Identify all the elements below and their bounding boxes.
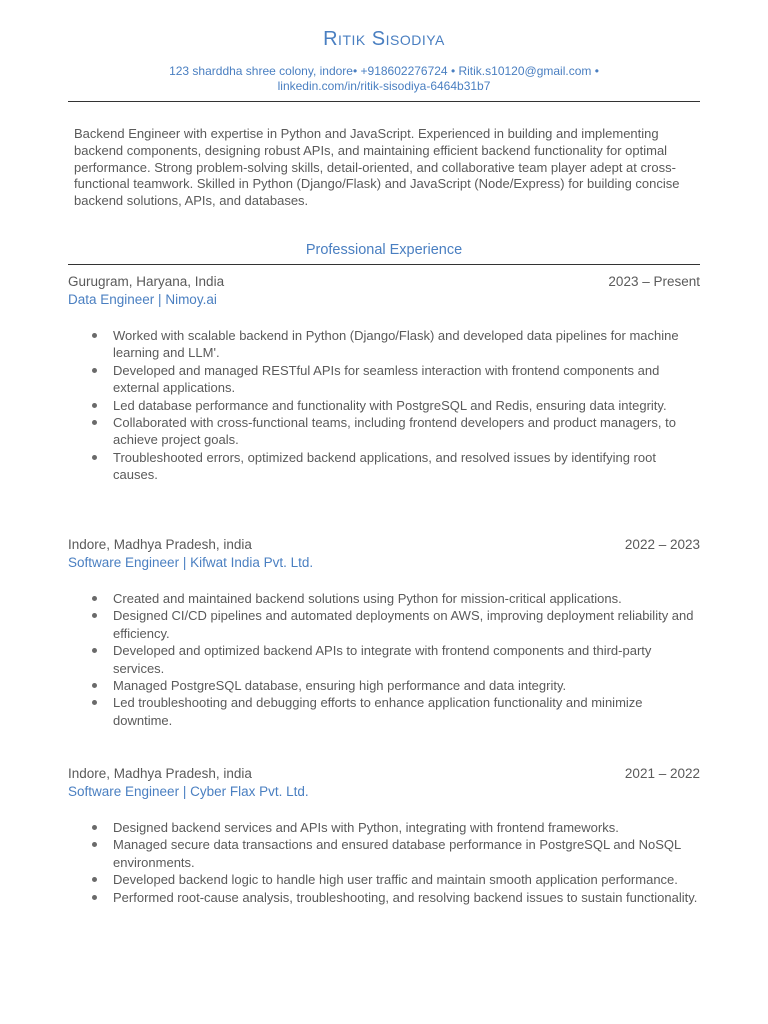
job-bullets <box>68 590 700 729</box>
job-location: Indore, Madhya Pradesh, india <box>68 537 252 552</box>
job-entry <box>68 273 700 484</box>
job-dates: 2021 – 2022 <box>624 766 700 781</box>
bullet-item: Led troubleshooting and debugging efforts to enhance application functionality and minimize downtime. <box>113 694 700 729</box>
bullet-item: Designed backend services and APIs with Python, integrating with frontend frameworks. <box>113 819 700 836</box>
resume-name: Ritik Sisodiya <box>323 28 445 50</box>
bullet-item: Troubleshooted errors, optimized backend applications, and resolved issues by identifying root causes. <box>113 449 700 484</box>
bullet-item: Developed backend logic to handle high user traffic and maintain smooth application performance. <box>113 871 700 888</box>
contact-info <box>120 64 648 94</box>
contact-line: 123 sharddha shree colony, indore• +918602276724 • Ritik.s10120@gmail.com • <box>169 64 599 78</box>
section-title-experience: Professional Experience <box>305 242 463 258</box>
header-divider <box>68 101 700 102</box>
job-location: Indore, Madhya Pradesh, india <box>68 766 252 781</box>
bullet-item: Developed and managed RESTful APIs for seamless interaction with frontend components and external applications. <box>113 362 700 397</box>
job-bullets <box>68 819 700 906</box>
bullet-item: Managed PostgreSQL database, ensuring high performance and data integrity. <box>113 677 700 694</box>
bullet-item: Collaborated with cross-functional teams, including frontend developers and product managers, to achieve project goals. <box>113 414 700 449</box>
job-title: Software Engineer | Cyber Flax Pvt. Ltd. <box>68 784 309 799</box>
bullet-item: Performed root-cause analysis, troubleshooting, and resolving backend issues to sustain functionality. <box>113 889 700 906</box>
bullet-item: Developed and optimized backend APIs to integrate with frontend components and third-party services. <box>113 642 700 677</box>
job-entry <box>68 536 700 729</box>
bullet-item: Led database performance and functionality with PostgreSQL and Redis, ensuring data integrity. <box>113 397 700 414</box>
professional-summary: Backend Engineer with expertise in Python and JavaScript. Experienced in building and implementing backend components, designing robust APIs, and maintaining efficient backend functionality for optimal performance. Strong problem-solving skills, detail-oriented, and collaborative team player adept at cross-functional teamwork. Skilled in Python (Django/Flask) and JavaScript (Node/Express) for building concise backend solutions, APIs, and databases. <box>74 126 680 209</box>
job-title: Data Engineer | Nimoy.ai <box>68 292 217 307</box>
linkedin-link[interactable]: linkedin.com/in/ritik-sisodiya-6464b31b7 <box>277 79 491 93</box>
job-entry <box>68 765 700 906</box>
job-dates: 2022 – 2023 <box>624 537 700 552</box>
bullet-item: Managed secure data transactions and ensured database performance in PostgreSQL and NoSQL environments. <box>113 836 700 871</box>
job-title: Software Engineer | Kifwat India Pvt. Ltd. <box>68 555 314 570</box>
section-divider <box>68 264 700 265</box>
bullet-item: Created and maintained backend solutions using Python for mission-critical applications. <box>113 590 700 607</box>
bullet-item: Designed CI/CD pipelines and automated deployments on AWS, improving deployment reliability and efficiency. <box>113 607 700 642</box>
job-location: Gurugram, Haryana, India <box>68 274 225 289</box>
bullet-item: Worked with scalable backend in Python (Django/Flask) and developed data pipelines for machine learning and LLM'. <box>113 327 700 362</box>
job-dates: 2023 – Present <box>608 274 700 289</box>
job-bullets <box>68 327 700 484</box>
